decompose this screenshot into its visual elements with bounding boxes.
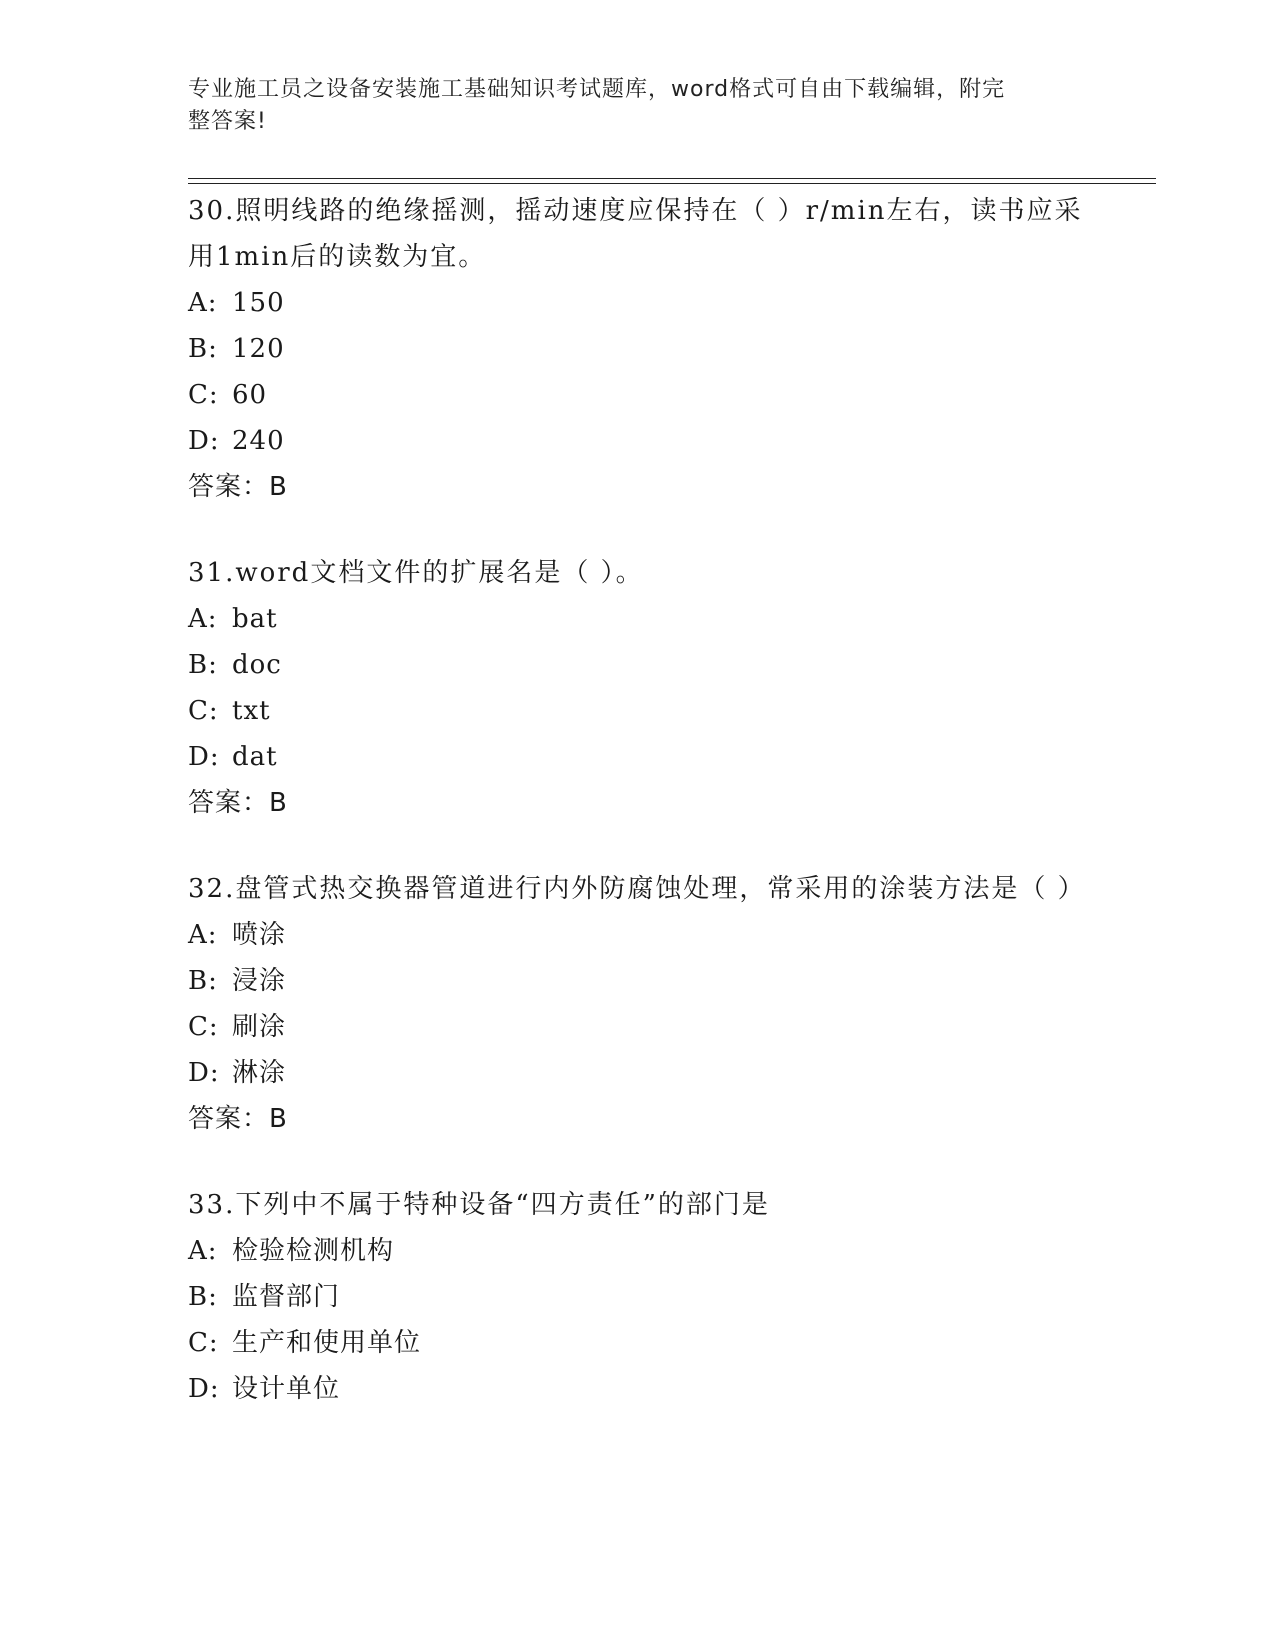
option-text: doc xyxy=(232,650,282,680)
option-d xyxy=(188,1366,1088,1412)
option-b xyxy=(188,326,1088,372)
option-letter: A: xyxy=(188,288,218,318)
option-letter: A: xyxy=(188,604,218,634)
option-letter: A: xyxy=(188,1236,218,1266)
header-divider-top xyxy=(188,178,1156,179)
option-b xyxy=(188,1274,1088,1320)
option-letter: B: xyxy=(188,966,218,996)
option-text: 刷涂 xyxy=(232,1012,287,1042)
option-text: 60 xyxy=(232,380,268,410)
option-letter: B: xyxy=(188,650,218,680)
option-d xyxy=(188,418,1088,464)
option-a xyxy=(188,912,1088,958)
option-text: 240 xyxy=(232,426,285,456)
option-text: 150 xyxy=(232,288,285,318)
option-text: 设计单位 xyxy=(232,1374,341,1404)
option-letter: A: xyxy=(188,920,218,950)
option-a xyxy=(188,280,1088,326)
option-text: bat xyxy=(232,604,278,634)
option-letter: D: xyxy=(188,1374,220,1404)
question-text: 31.word文档文件的扩展名是（ ）。 xyxy=(188,558,644,588)
option-text: 喷涂 xyxy=(232,920,287,950)
option-text: 淋涂 xyxy=(232,1058,287,1088)
option-a xyxy=(188,1228,1088,1274)
option-letter: C: xyxy=(188,380,219,410)
option-c xyxy=(188,1320,1088,1366)
question-text: 33.下列中不属于特种设备“四方责任”的部门是 xyxy=(188,1190,770,1220)
option-c xyxy=(188,1004,1088,1050)
document-header xyxy=(188,74,1068,138)
option-letter: C: xyxy=(188,1328,219,1358)
option-text: 检验检测机构 xyxy=(232,1236,395,1266)
answer-label: 答案：B xyxy=(188,788,288,818)
option-letter: C: xyxy=(188,1012,219,1042)
option-letter: C: xyxy=(188,696,219,726)
header-divider-bottom xyxy=(188,183,1156,184)
question-text: 32.盘管式热交换器管道进行内外防腐蚀处理，常采用的涂装方法是（ ） xyxy=(188,874,1086,904)
option-b xyxy=(188,642,1088,688)
option-text: 浸涂 xyxy=(232,966,287,996)
option-a xyxy=(188,596,1088,642)
option-letter: D: xyxy=(188,1058,220,1088)
option-letter: D: xyxy=(188,742,220,772)
question-30 xyxy=(188,188,1088,510)
question-31 xyxy=(188,550,1088,826)
option-text: 120 xyxy=(232,334,285,364)
option-text: 生产和使用单位 xyxy=(232,1328,422,1358)
answer-label: 答案：B xyxy=(188,472,288,502)
question-text: 30.照明线路的绝缘摇测，摇动速度应保持在（ ）r/min左右，读书应采用1min后的读数为宜。 xyxy=(188,196,1083,272)
option-b xyxy=(188,958,1088,1004)
option-text: txt xyxy=(232,696,271,726)
header-line-2: 整答案! xyxy=(188,109,267,134)
option-d xyxy=(188,734,1088,780)
header-line-1: 专业施工员之设备安装施工基础知识考试题库，word格式可自由下载编辑，附完 xyxy=(188,77,1006,102)
option-c xyxy=(188,688,1088,734)
option-text: dat xyxy=(232,742,278,772)
answer-label: 答案：B xyxy=(188,1104,288,1134)
question-list xyxy=(188,188,1088,1452)
question-32 xyxy=(188,866,1088,1142)
option-letter: B: xyxy=(188,334,218,364)
option-d xyxy=(188,1050,1088,1096)
option-letter: D: xyxy=(188,426,220,456)
question-33 xyxy=(188,1182,1088,1412)
option-letter: B: xyxy=(188,1282,218,1312)
option-text: 监督部门 xyxy=(232,1282,341,1312)
option-c xyxy=(188,372,1088,418)
